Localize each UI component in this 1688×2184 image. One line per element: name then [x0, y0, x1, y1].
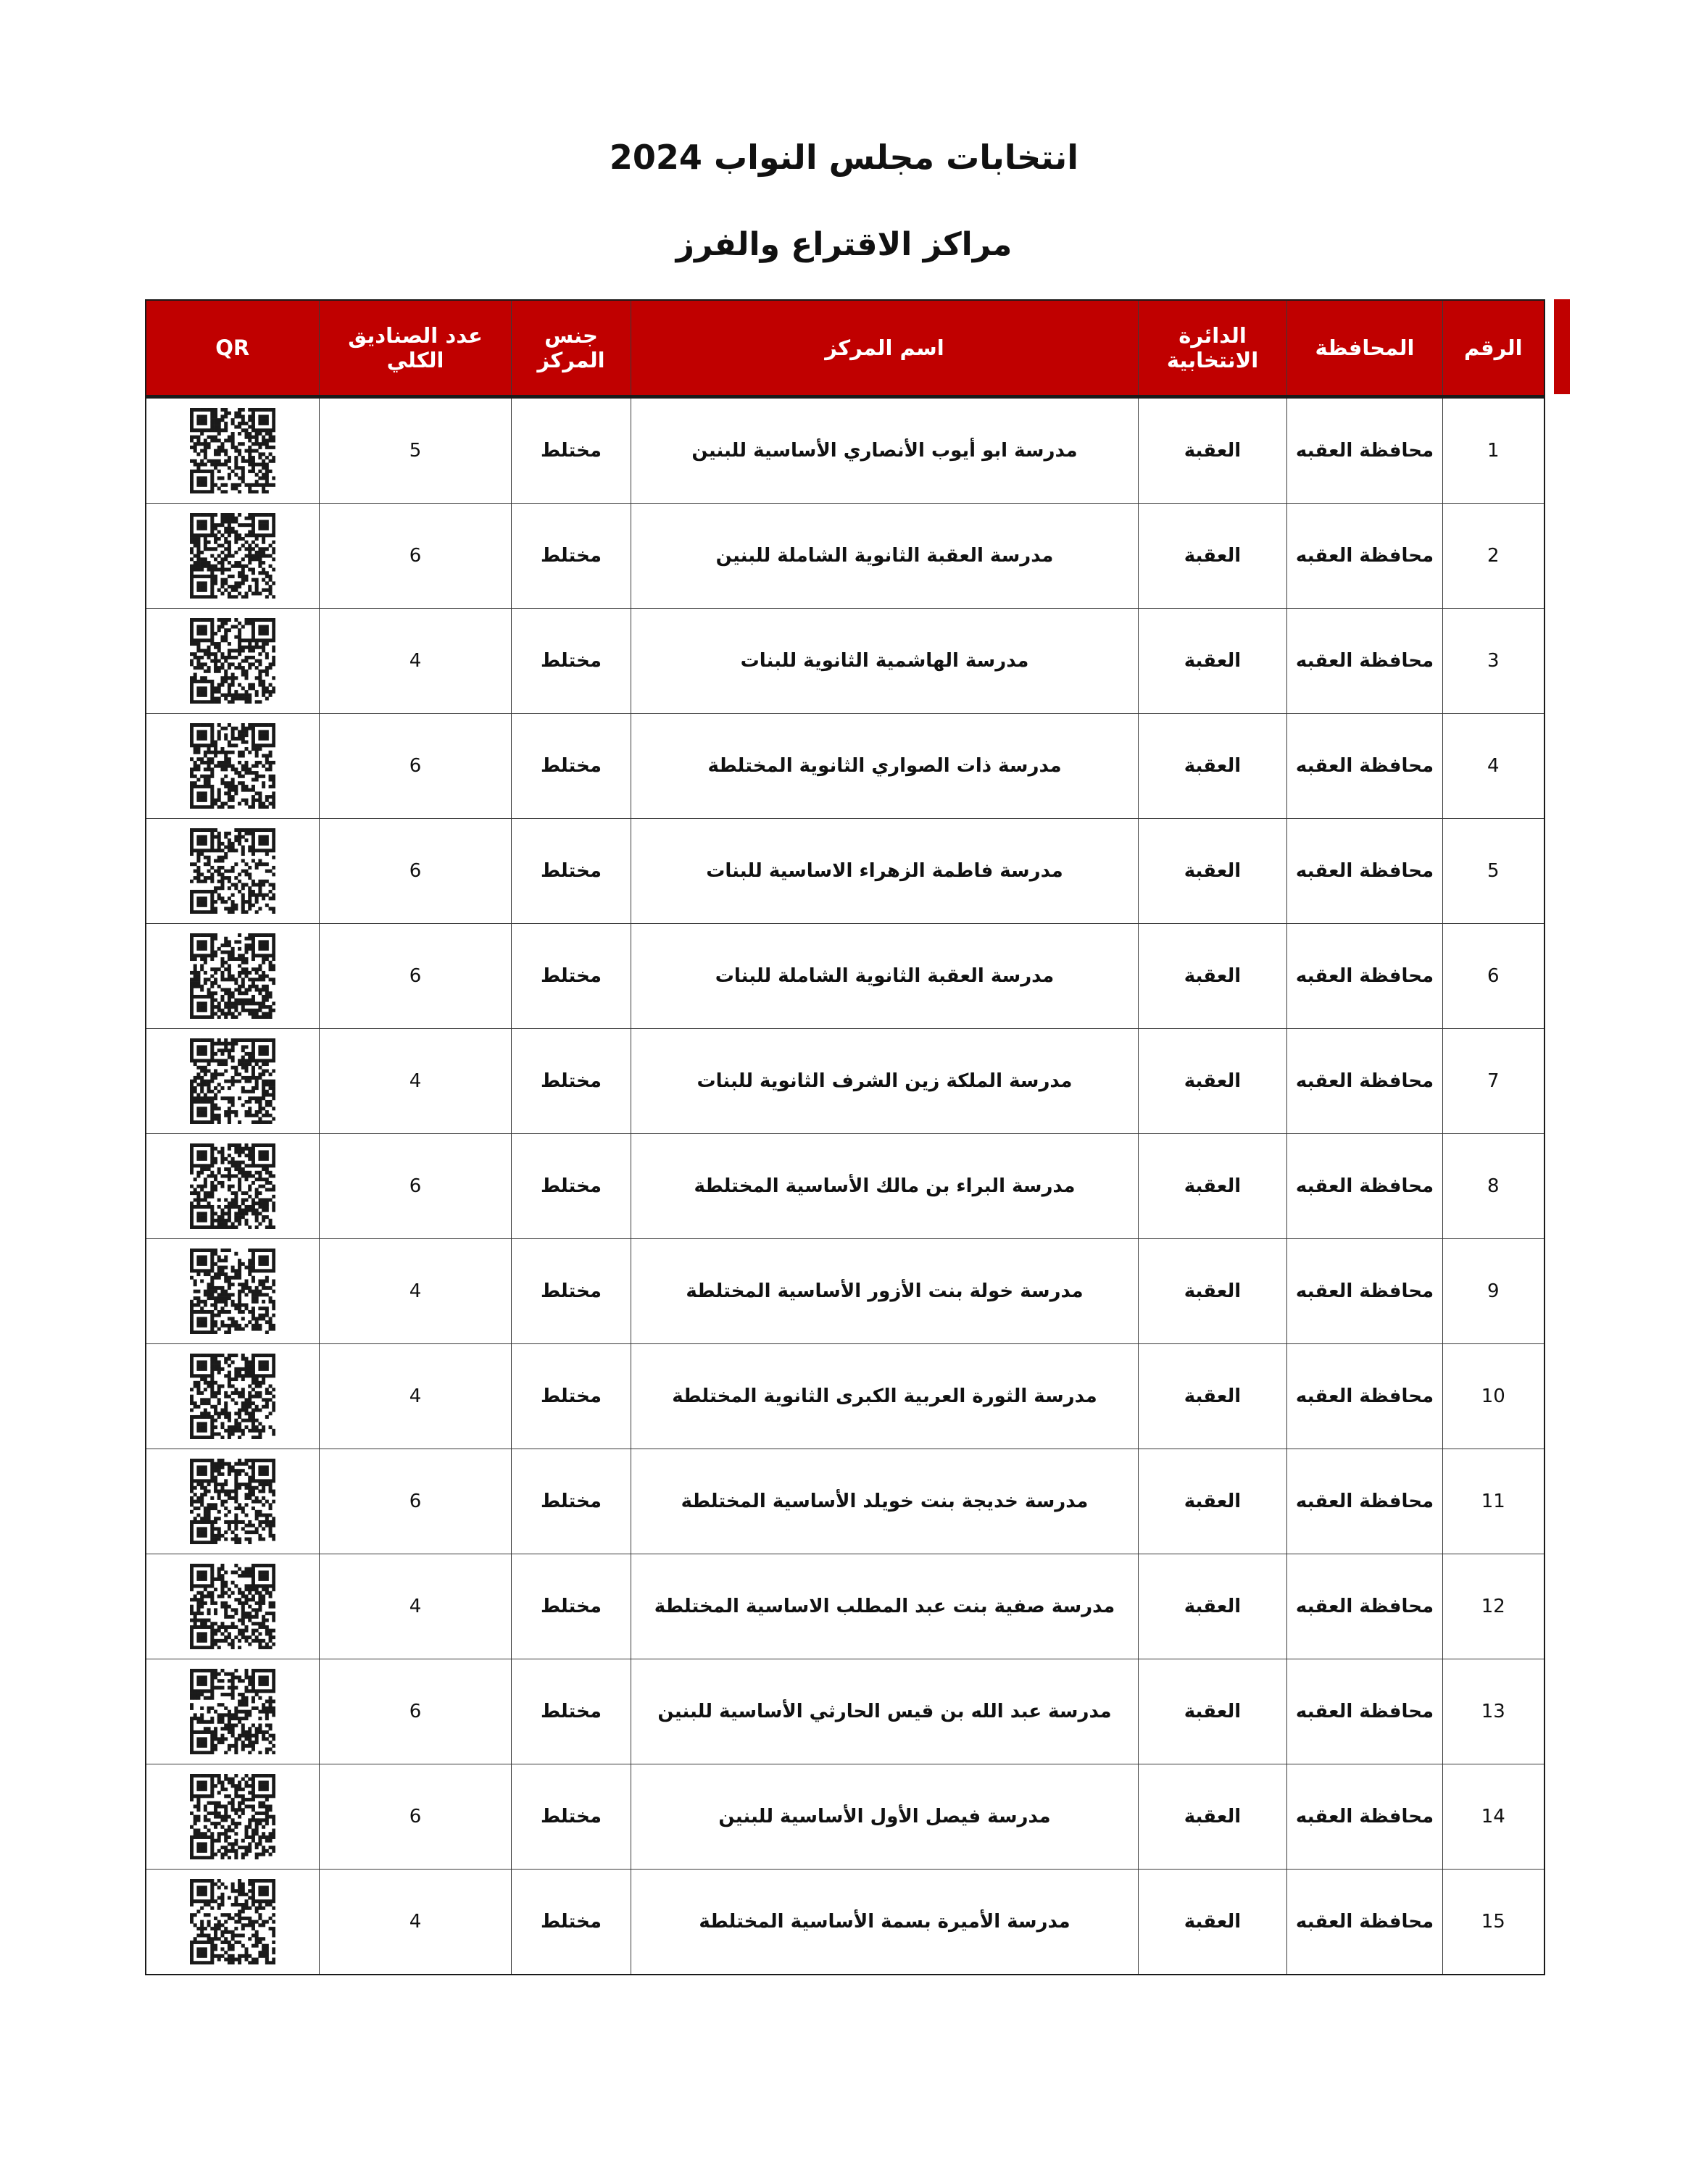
cell-qr — [146, 714, 320, 819]
cell-qr — [146, 819, 320, 924]
cell-number: 3 — [1443, 609, 1544, 714]
qr-code — [154, 1354, 312, 1439]
qr-code — [154, 618, 312, 704]
cell-governorate: محافظة العقبه — [1287, 714, 1443, 819]
cell-center-name: مدرسة الأميرة بسمة الأساسية المختلطة — [631, 1870, 1139, 1975]
page-title: انتخابات مجلس النواب 2024 — [609, 138, 1079, 177]
cell-total-boxes: 6 — [320, 819, 512, 924]
cell-center-gender: مختلط — [512, 1344, 631, 1449]
cell-qr — [146, 924, 320, 1029]
cell-total-boxes: 6 — [320, 1659, 512, 1764]
cell-center-name: مدرسة الثورة العربية الكبرى الثانوية المختلطة — [631, 1344, 1139, 1449]
cell-center-name: مدرسة عبد الله بن قيس الحارثي الأساسية للبنين — [631, 1659, 1139, 1764]
qr-code — [154, 1038, 312, 1124]
cell-center-name: مدرسة العقبة الثانوية الشاملة للبنات — [631, 924, 1139, 1029]
cell-total-boxes: 6 — [320, 1449, 512, 1554]
cell-governorate: محافظة العقبه — [1287, 1239, 1443, 1344]
cell-number: 2 — [1443, 504, 1544, 609]
cell-total-boxes: 4 — [320, 609, 512, 714]
cell-district: العقبة — [1139, 819, 1287, 924]
cell-center-name: مدرسة خديجة بنت خويلد الأساسية المختلطة — [631, 1449, 1139, 1554]
cell-qr — [146, 1134, 320, 1239]
cell-governorate: محافظة العقبه — [1287, 819, 1443, 924]
cell-governorate: محافظة العقبه — [1287, 1764, 1443, 1870]
cell-governorate: محافظة العقبه — [1287, 1029, 1443, 1134]
cell-qr — [146, 1344, 320, 1449]
table-row — [146, 819, 1544, 924]
cell-district: العقبة — [1139, 1659, 1287, 1764]
cell-district: العقبة — [1139, 1344, 1287, 1449]
table-row — [146, 714, 1544, 819]
cell-district: العقبة — [1139, 1134, 1287, 1239]
page-subtitle: مراكز الاقتراع والفرز — [675, 226, 1013, 263]
cell-center-name: مدرسة صفية بنت عبد المطلب الاساسية المختلطة — [631, 1554, 1139, 1659]
cell-total-boxes: 4 — [320, 1870, 512, 1975]
header-center-gender: جنس المركز — [512, 300, 631, 397]
cell-governorate: محافظة العقبه — [1287, 1870, 1443, 1975]
cell-center-name: مدرسة فيصل الأول الأساسية للبنين — [631, 1764, 1139, 1870]
cell-qr — [146, 397, 320, 504]
cell-total-boxes: 6 — [320, 1764, 512, 1870]
table-row — [146, 924, 1544, 1029]
table-row — [146, 504, 1544, 609]
cell-number: 1 — [1443, 397, 1544, 504]
cell-number: 15 — [1443, 1870, 1544, 1975]
header-governorate: المحافظة — [1287, 300, 1443, 397]
cell-number: 4 — [1443, 714, 1544, 819]
cell-district: العقبة — [1139, 609, 1287, 714]
qr-code — [154, 828, 312, 914]
cell-center-gender: مختلط — [512, 819, 631, 924]
table-row — [146, 1554, 1544, 1659]
cell-center-name: مدرسة البراء بن مالك الأساسية المختلطة — [631, 1134, 1139, 1239]
cell-qr — [146, 1870, 320, 1975]
table-row — [146, 1870, 1544, 1975]
cell-district: العقبة — [1139, 924, 1287, 1029]
cell-qr — [146, 1554, 320, 1659]
qr-code — [154, 1669, 312, 1754]
qr-code — [154, 723, 312, 809]
cell-governorate: محافظة العقبه — [1287, 1449, 1443, 1554]
cell-center-gender: مختلط — [512, 1659, 631, 1764]
cell-center-gender: مختلط — [512, 397, 631, 504]
cell-center-gender: مختلط — [512, 504, 631, 609]
table-wrapper — [145, 299, 1544, 1975]
cell-governorate: محافظة العقبه — [1287, 924, 1443, 1029]
cell-center-gender: مختلط — [512, 1764, 631, 1870]
cell-district: العقبة — [1139, 1029, 1287, 1134]
cell-district: العقبة — [1139, 1554, 1287, 1659]
cell-center-name: مدرسة فاطمة الزهراء الاساسية للبنات — [631, 819, 1139, 924]
cell-center-gender: مختلط — [512, 1029, 631, 1134]
cell-center-gender: مختلط — [512, 1134, 631, 1239]
qr-code — [154, 933, 312, 1019]
cell-district: العقبة — [1139, 504, 1287, 609]
header-row — [146, 300, 1544, 397]
table-body — [146, 397, 1544, 1975]
header-number: الرقم — [1443, 300, 1544, 397]
cell-total-boxes: 4 — [320, 1239, 512, 1344]
table-row — [146, 1449, 1544, 1554]
cell-center-gender: مختلط — [512, 1239, 631, 1344]
cell-district: العقبة — [1139, 714, 1287, 819]
qr-code — [154, 1879, 312, 1964]
header-total-boxes: عدد الصناديق الكلي — [320, 300, 512, 397]
cell-center-gender: مختلط — [512, 714, 631, 819]
cell-center-name: مدرسة ابو أيوب الأنصاري الأساسية للبنين — [631, 397, 1139, 504]
cell-qr — [146, 504, 320, 609]
cell-governorate: محافظة العقبه — [1287, 397, 1443, 504]
cell-governorate: محافظة العقبه — [1287, 1554, 1443, 1659]
cell-qr — [146, 1029, 320, 1134]
cell-number: 13 — [1443, 1659, 1544, 1764]
table-row — [146, 1764, 1544, 1870]
cell-number: 11 — [1443, 1449, 1544, 1554]
cell-qr — [146, 1659, 320, 1764]
table-row — [146, 1134, 1544, 1239]
header-qr: QR — [146, 300, 320, 397]
cell-qr — [146, 609, 320, 714]
cell-number: 7 — [1443, 1029, 1544, 1134]
cell-governorate: محافظة العقبه — [1287, 1659, 1443, 1764]
cell-number: 6 — [1443, 924, 1544, 1029]
cell-center-gender: مختلط — [512, 609, 631, 714]
cell-number: 12 — [1443, 1554, 1544, 1659]
qr-code — [154, 1459, 312, 1544]
header-red-strip — [1554, 299, 1570, 394]
cell-center-name: مدرسة الهاشمية الثانوية للبنات — [631, 609, 1139, 714]
cell-governorate: محافظة العقبه — [1287, 1134, 1443, 1239]
cell-total-boxes: 4 — [320, 1344, 512, 1449]
qr-code — [154, 1564, 312, 1649]
cell-center-name: مدرسة الملكة زين الشرف الثانوية للبنات — [631, 1029, 1139, 1134]
cell-qr — [146, 1239, 320, 1344]
table-header — [146, 300, 1544, 397]
cell-center-gender: مختلط — [512, 1870, 631, 1975]
cell-number: 10 — [1443, 1344, 1544, 1449]
cell-total-boxes: 5 — [320, 397, 512, 504]
table-row — [146, 397, 1544, 504]
cell-number: 5 — [1443, 819, 1544, 924]
cell-governorate: محافظة العقبه — [1287, 1344, 1443, 1449]
cell-number: 14 — [1443, 1764, 1544, 1870]
cell-total-boxes: 6 — [320, 1134, 512, 1239]
titles-block — [0, 0, 1688, 263]
qr-code — [154, 408, 312, 493]
cell-governorate: محافظة العقبه — [1287, 504, 1443, 609]
cell-center-gender: مختلط — [512, 1554, 631, 1659]
cell-district: العقبة — [1139, 1764, 1287, 1870]
cell-center-name: مدرسة ذات الصواري الثانوية المختلطة — [631, 714, 1139, 819]
cell-district: العقبة — [1139, 1449, 1287, 1554]
cell-district: العقبة — [1139, 1870, 1287, 1975]
cell-district: العقبة — [1139, 1239, 1287, 1344]
cell-total-boxes: 6 — [320, 504, 512, 609]
qr-code — [154, 1143, 312, 1229]
cell-qr — [146, 1449, 320, 1554]
polling-centers-table — [145, 299, 1545, 1975]
qr-code — [154, 1774, 312, 1859]
cell-total-boxes: 4 — [320, 1554, 512, 1659]
cell-number: 8 — [1443, 1134, 1544, 1239]
cell-number: 9 — [1443, 1239, 1544, 1344]
cell-qr — [146, 1764, 320, 1870]
table-row — [146, 1344, 1544, 1449]
qr-code — [154, 1249, 312, 1334]
header-center-name: اسم المركز — [631, 300, 1139, 397]
cell-governorate: محافظة العقبه — [1287, 609, 1443, 714]
table-row — [146, 609, 1544, 714]
cell-total-boxes: 4 — [320, 1029, 512, 1134]
cell-total-boxes: 6 — [320, 714, 512, 819]
cell-center-gender: مختلط — [512, 1449, 631, 1554]
table-row — [146, 1659, 1544, 1764]
qr-code — [154, 513, 312, 599]
header-district: الدائرة الانتخابية — [1139, 300, 1287, 397]
cell-district: العقبة — [1139, 397, 1287, 504]
cell-center-gender: مختلط — [512, 924, 631, 1029]
cell-center-name: مدرسة خولة بنت الأزور الأساسية المختلطة — [631, 1239, 1139, 1344]
cell-total-boxes: 6 — [320, 924, 512, 1029]
cell-center-name: مدرسة العقبة الثانوية الشاملة للبنين — [631, 504, 1139, 609]
table-row — [146, 1239, 1544, 1344]
table-row — [146, 1029, 1544, 1134]
